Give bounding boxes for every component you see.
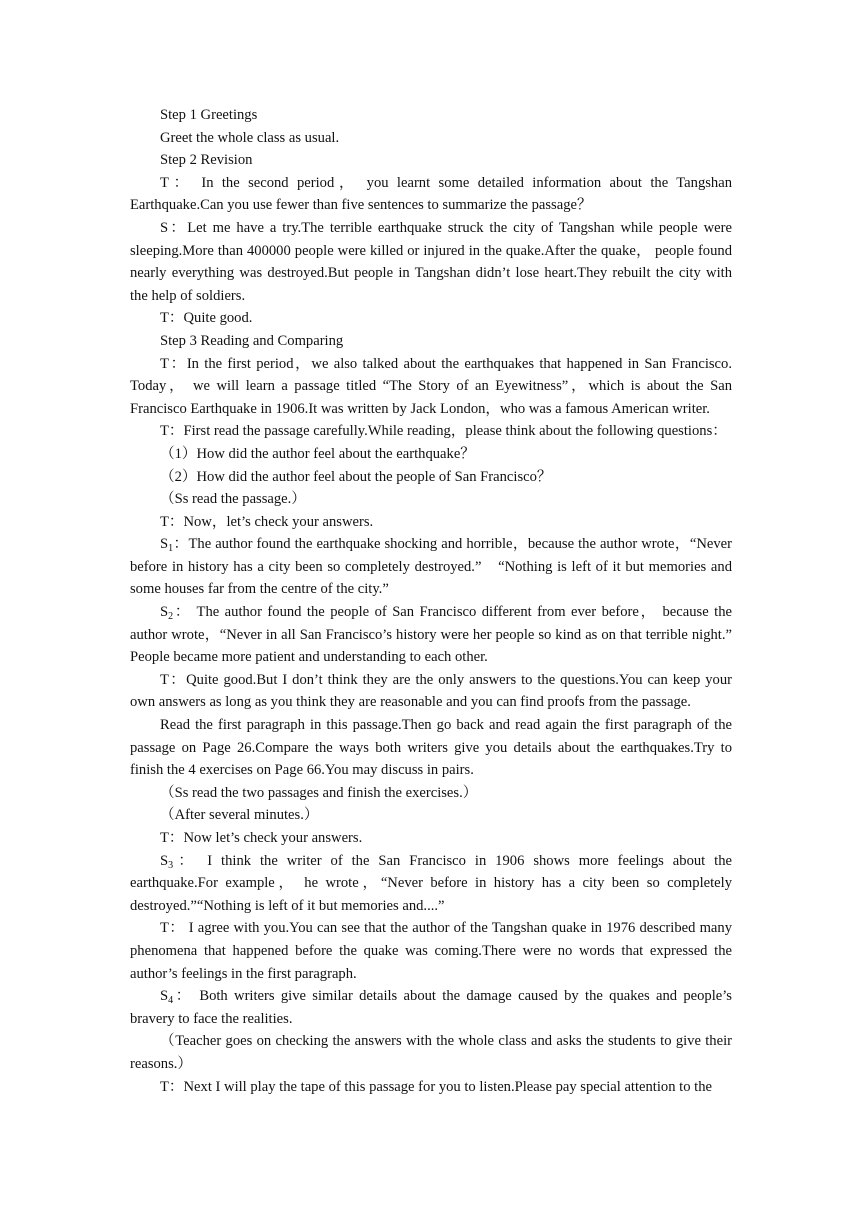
stage-direction: （Ss read the passage.） (160, 491, 306, 508)
step-2-heading: Step 2 Revision (160, 152, 253, 169)
paragraph: Read the first paragraph in this passage.Then go back and read again the first paragraph of the passage on Page 26.Compare the ways both writers give you details about the earthquakes.Try to finish the 4 exercises on Page 66.You may discuss in pairs. (130, 717, 732, 779)
step-1-heading: Step 1 Greetings (160, 107, 258, 123)
speaker-subscript: 2 (168, 611, 174, 623)
paragraph: T：In the first period，we also talked about the earthquakes that happened in San Francisco. Today， we will learn a passage titled “The Story of an Eyewitness”，which is about the San Francisco Earthquake in 1906.It was written by Jack London，who was a famous American writer. (130, 355, 732, 417)
paragraph: T： I agree with you.You can see that the author of the Tangshan quake in 1976 described many phenomena that happened before the quake was coming.There were no words that expressed the author’s feelings in the first paragraph. (130, 920, 732, 982)
speaker-label: S (160, 852, 169, 869)
speaker-label: S (160, 604, 169, 621)
document-page (130, 104, 747, 1098)
paragraph: T：Quite good.But I don’t think they are the only answers to the questions.You can keep your own answers as long as you think they are reasonable and you can find proofs from the passage. (130, 671, 732, 711)
paragraph: T：First read the passage carefully.While reading，please think about the following questions： (160, 423, 727, 440)
answer-text: ： I think the writer of the San Francisco in 1906 shows more feelings about the earthquake.For example， he wrote，“Never before in history has a city been so completely destroyed.”“Nothing is left of it but memories and....” (130, 852, 732, 914)
answer-text: ：The author found the earthquake shocking and horrible，because the author wrote，“Never before in history has a city been so completely destroyed.” “Nothing is left of it but memories and some houses far from the centre of the city.” (130, 536, 732, 598)
question-item: （2）How did the author feel about the people of San Francisco？ (160, 468, 552, 485)
stage-direction: （After several minutes.） (160, 807, 319, 824)
paragraph: Greet the whole class as usual. (160, 129, 340, 146)
stage-direction: （Ss read the two passages and finish the exercises.） (160, 784, 478, 801)
paragraph: S：Let me have a try.The terrible earthquake struck the city of Tangshan while people were sleeping.More than 400000 people were killed or injured in the quake.After the quake， people found nearly everything was destroyed.But people in Tangshan didn’t lose heart.They rebuilt the city with the help of soldiers. (130, 219, 732, 304)
paragraph: T：Now，let’s check your answers. (160, 513, 374, 530)
answer-text: ： Both writers give similar details about the damage caused by the quakes and people’s bravery to face the realities. (130, 988, 732, 1027)
student-answer-paragraph (130, 533, 732, 601)
stage-direction: （Teacher goes on checking the answers with the whole class and asks the students to give their reasons.） (130, 1033, 732, 1072)
step-3-heading: Step 3 Reading and Comparing (160, 332, 344, 349)
answer-text: ： The author found the people of San Francisco different from ever before， because the author wrote，“Never in all San Francisco’s history were her people so kind as on that terrible night.” People became more patient and understanding to each other. (130, 604, 747, 666)
student-answer-paragraph (130, 850, 732, 918)
paragraph: T：Quite good. (160, 310, 253, 327)
speaker-subscript: 4 (168, 995, 174, 1007)
paragraph: T： In the second period， you learnt some detailed information about the Tangshan Earthquake.Can you use fewer than five sentences to summarize the passage？ (130, 174, 732, 214)
student-answer-paragraph (130, 985, 732, 1030)
paragraph: T：Next I will play the tape of this passage for you to listen.Please pay special attention to the (160, 1078, 712, 1095)
paragraph: T：Now let’s check your answers. (160, 830, 363, 846)
speaker-label: S (160, 988, 169, 1005)
speaker-subscript: 1 (168, 543, 174, 555)
speaker-subscript: 3 (168, 859, 174, 871)
speaker-label: S (160, 536, 169, 553)
question-item: （1）How did the author feel about the earthquake？ (160, 445, 475, 462)
student-answer-paragraph (130, 601, 747, 669)
